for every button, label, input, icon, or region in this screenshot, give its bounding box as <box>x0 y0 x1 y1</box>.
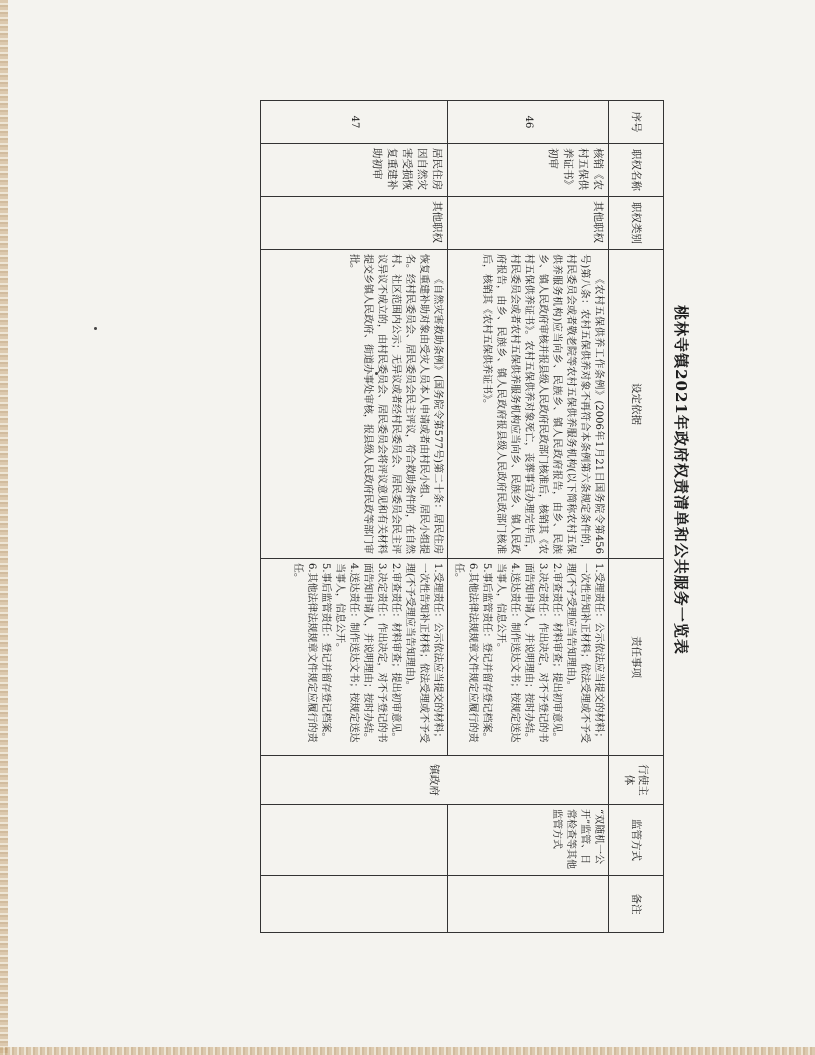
table-header-row <box>609 101 664 933</box>
header-name: 职权名称 <box>609 144 664 197</box>
duty-item: 2.审查责任：材料审查；提出初审意见。 <box>390 563 401 743</box>
row-name: 居民住房因自然灾害受损恢复重建补助初审 <box>261 144 448 197</box>
header-no: 序号 <box>609 101 664 144</box>
scan-edge <box>0 0 8 1055</box>
duty-item: 5.事后监管责任：登记并留存登记档案。 <box>320 563 331 743</box>
duty-item: 3.决定责任：作出决定，对不予登记的书面告知申请人，并说明理由；按时办结。 <box>362 563 387 743</box>
duty-item: 6.其他法律法规规章文件规定应履行的责任。 <box>292 563 317 743</box>
row-basis: 《自然灾害救助条例》(国务院令第577号)第二十条：居民住房恢复重建补助对象由受灾人员本人申请或者由村民小组、居民小组提名。经村民委员会、居民委员会民主评议，符合救助条件的，在自然村、社区范围内公示；无异议或者经村民委员会、居民委员会民主评议异议不成立的，由村民委员会、居民委员会将评议意见和有关材料提交乡镇人民政府、街道办事处审核，报县级人民政府民政等部门审批。 <box>261 250 448 559</box>
scan-edge <box>0 1047 815 1055</box>
duty-item: 1.受理责任：公示依法应当提交的材料；一次性告知补正材料；依法受理或不予受理(不予受理应当告知理由)。 <box>404 563 443 743</box>
row-supervision: “双随机一公开”监管、日常检查等其他监管方式 <box>448 805 609 876</box>
header-type: 职权类别 <box>609 197 664 250</box>
row-note <box>448 876 609 933</box>
row-no: 46 <box>448 101 609 144</box>
row-duties <box>448 559 609 756</box>
table-row <box>261 101 448 933</box>
header-basis: 设定依据 <box>609 250 664 559</box>
row-supervision <box>261 805 448 876</box>
row-name: 核销《农村五保供养证书》初审 <box>448 144 609 197</box>
power-list-table <box>260 100 664 933</box>
duty-item: 4.送达责任：制作送达文书；按规定送达当事人，信息公开。 <box>334 563 359 743</box>
duty-item: 4.送达责任：制作送达文书；按规定送达当事人，信息公开。 <box>495 563 520 743</box>
row-basis: 《农村五保供养工作条例》(2006年1月21日国务院令第456号)第八条：农村五保供养对象不再符合本条例第六条规定条件的，村民委员会或者敬老院等农村五保供养服务机构(以下简称农村五保供养服务机构)应当向乡、民族乡、镇人民政府报告，由乡、民族乡、镇人民政府审核并报县级人民政府民政部门核准后，核销其《农村五保供养证书》。农村五保供养对象死亡，丧葬事宜办理完毕后，村民委员会或者农村五保供养服务机构应当向乡、民族乡、镇人民政府报告，由乡、民族乡、镇人民政府报县级人民政府民政部门核准后，核销其《农村五保供养证书》。 <box>448 250 609 559</box>
header-duty: 责任事项 <box>609 559 664 756</box>
row-no: 47 <box>261 101 448 144</box>
duty-item: 3.决定责任：作出决定，对不予登记的书面告知申请人，并说明理由；按时办结。 <box>523 563 548 743</box>
header-subject: 行使主体 <box>609 756 664 805</box>
duty-item: 1.受理责任：公示依法应当提交的材料；一次性告知补正材料；依法受理或不予受理(不予受理应当告知理由)。 <box>565 563 604 743</box>
duty-item: 6.其他法律法规规章文件规定应履行的责任。 <box>453 563 478 743</box>
rotated-document <box>198 100 698 915</box>
duty-item: 2.审查责任：材料审查；提出初审意见。 <box>551 563 562 743</box>
header-note: 备注 <box>609 876 664 933</box>
row-type: 其他职权 <box>448 197 609 250</box>
row-subject: 镇政府 <box>261 756 609 805</box>
scan-speck <box>94 327 97 330</box>
header-supervision: 监管方式 <box>609 805 664 876</box>
document-title: 桃林寺镇2021年政府权责清单和公共服务一览表 <box>672 305 690 655</box>
duty-item: 5.事后监管责任：登记并留存登记档案。 <box>481 563 492 743</box>
table-row <box>448 101 609 933</box>
row-duties <box>261 559 448 756</box>
row-note <box>261 876 448 933</box>
row-type: 其他职权 <box>261 197 448 250</box>
